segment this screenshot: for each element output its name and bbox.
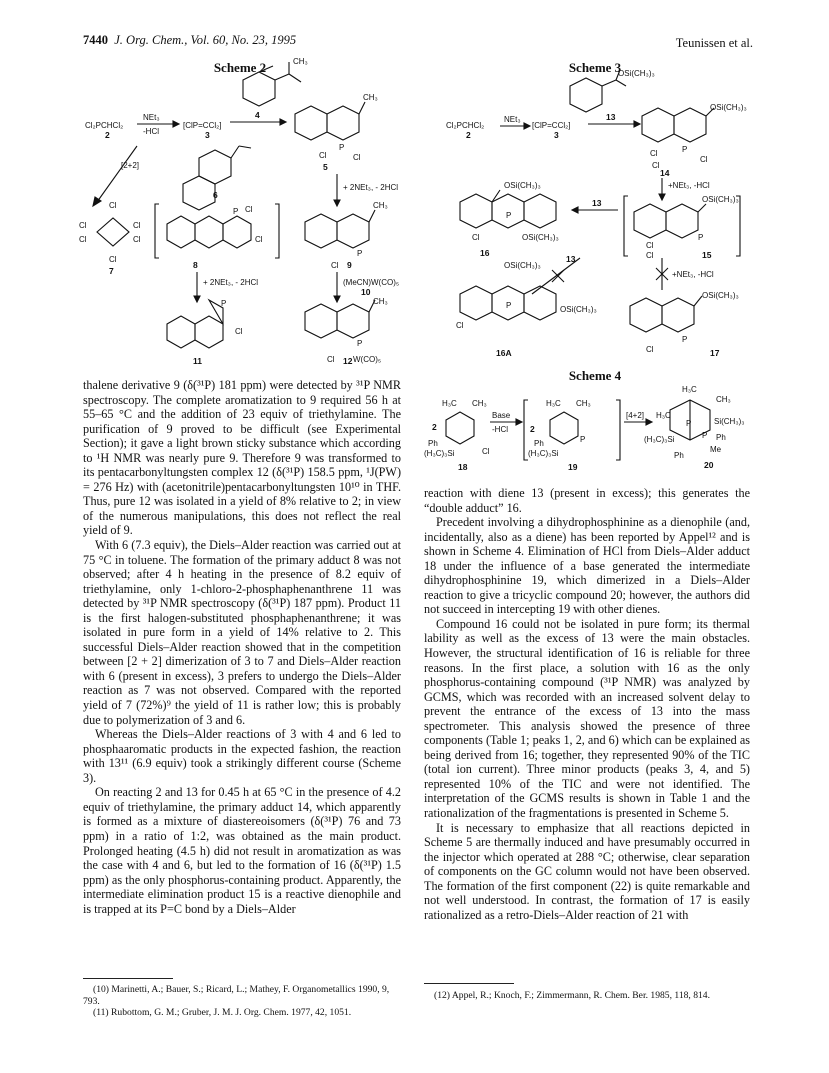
s4-n19: 19	[568, 462, 578, 472]
s3-otms-16ab: OSi(CH₃)₃	[560, 305, 597, 314]
s4-p-b: P	[580, 435, 586, 444]
s2-p-5: P	[339, 143, 345, 152]
footnotes-left	[83, 984, 401, 1019]
s4-h3c-a: H₃C	[442, 399, 457, 408]
s4-ch3-c: CH₃	[716, 395, 731, 404]
s4-n20: 20	[704, 460, 714, 470]
s4-cyclo: [4+2]	[626, 411, 645, 420]
s4-p-d: P	[702, 431, 708, 440]
s2-cl-7f: Cl	[109, 255, 117, 264]
s2-wco5: W(CO)₅	[353, 355, 382, 364]
s2-p-12: P	[357, 339, 363, 348]
left-column-text	[83, 378, 401, 916]
s3-step2: +NEt₃, -HCl	[672, 270, 714, 279]
scheme-2-title: Scheme 2	[213, 60, 267, 75]
s2-product5: 5	[323, 162, 328, 172]
s3-p-16: P	[506, 211, 512, 220]
s2-adduct-num: 8	[193, 260, 198, 270]
s2-product12: 12	[343, 356, 353, 366]
s3-p-15: P	[698, 233, 704, 242]
journal-citation: J. Org. Chem., Vol. 60, No. 23, 1995	[114, 33, 297, 47]
s2-dimer-num: 7	[109, 266, 114, 276]
s3-cl-16a: Cl	[456, 321, 464, 330]
s3-intermediate-num: 3	[554, 130, 559, 140]
s3-cl-16: Cl	[472, 233, 480, 242]
s3-reactant: Cl₂PCHCl₂	[446, 121, 485, 130]
s4-ch3-b: CH₃	[576, 399, 591, 408]
right-column-text	[424, 486, 750, 922]
s4-p-c: P	[686, 419, 692, 428]
s2-cl-5b: Cl	[353, 153, 361, 162]
s3-p-16a: P	[506, 301, 512, 310]
right-paragraph-1: reaction with diene 13 (present in excess); this generates the “double adduct” 16.	[424, 486, 750, 515]
s2-step-elim: + 2NEt₃, - 2HCl	[343, 183, 399, 192]
s4-tms-a: (H₃C)₃Si	[424, 449, 455, 458]
s2-reactant-num: 2	[105, 130, 110, 140]
s2-ch3-a: CH₃	[293, 57, 308, 66]
s2-cl-8a: Cl	[245, 205, 253, 214]
s3-reagent13: 13	[606, 112, 616, 122]
s3-cl-15b: Cl	[646, 251, 654, 260]
s4-h3c-d: H₃C	[656, 411, 671, 420]
s3-otms-16aa: OSi(CH₃)₃	[504, 261, 541, 270]
s2-reagent-bottom: -HCl	[143, 127, 159, 136]
s3-cl-17: Cl	[646, 345, 654, 354]
s2-reactant: Cl₂PCHCl₂	[85, 121, 124, 130]
page-number: 7440	[83, 33, 108, 47]
s3-otms-17: OSi(CH₃)₃	[702, 291, 739, 300]
s3-otms-13: OSi(CH₃)₃	[618, 69, 655, 78]
s3-product17: 17	[710, 348, 720, 358]
s4-hcl: -HCl	[492, 425, 508, 434]
scheme-4-title: Scheme 4	[568, 368, 622, 383]
footnote-11: (11) Rubottom, G. M.; Gruber, J. M. J. Org. Chem. 1977, 42, 1051.	[93, 1007, 352, 1018]
s2-p-11: P	[221, 299, 227, 308]
s4-num2-b: 2	[530, 424, 535, 434]
s4-tms-b: (H₃C)₃Si	[528, 449, 559, 458]
right-paragraph-4: It is necessary to emphasize that all reactions depicted in Scheme 5 are thermally induced and have presumably occurred in the injector which operated at 288 °C; otherwise, clear separation of components on the GC column would not have been observed. The formation of the first component (22) is quite remarkable and not well understood. In contrast, the formation of 17 is easily rationalized as a retro-Diels–Alder reaction of 21 with	[424, 820, 750, 922]
scheme-4-diagram	[420, 380, 750, 475]
s2-diene-num: 4	[255, 110, 260, 120]
s3-product16: 16	[480, 248, 490, 258]
s4-ph-d: Ph	[674, 451, 684, 460]
s2-cl-7a: Cl	[109, 201, 117, 210]
s4-cl-a: Cl	[482, 447, 490, 456]
s2-cl-7c: Cl	[79, 235, 87, 244]
s2-intermediate: [ClP=CCl₂]	[183, 121, 222, 130]
s2-intermediate-num: 3	[205, 130, 210, 140]
s3-cl-14a: Cl	[650, 149, 658, 158]
s3-otms-16b: OSi(CH₃)₃	[522, 233, 559, 242]
s2-cl-7e: Cl	[133, 235, 141, 244]
s3-p-17: P	[682, 335, 688, 344]
s3-product15: 15	[702, 250, 712, 260]
s2-cl-7d: Cl	[133, 221, 141, 230]
left-paragraph-1: thalene derivative 9 (δ(³¹P) 181 ppm) were detected by ³¹P NMR spectroscopy. The complete aromatization to 9 required 56 h at 55–65 °C and the addition of 23 equiv of triethylamine. The purification of 9 proved to be difficult (see Experimental Section); it gave a light brown sticky substance which according to ¹H NMR was nearly pure 9. Therefore 9 was transformed to its pentacarbonyltungsten complex 12 (δ(³¹P) 158.5 ppm, ¹J(PW) = 276 Hz) with (acetonitrile)pentacarbonyltungsten 10¹⁰ in THF. Thus, pure 12 was isolated in a yield of 8% relative to 2; in view of the numerous manipulations, this does not reflect the real yield of 9.	[83, 378, 401, 538]
s4-num2-a: 2	[432, 422, 437, 432]
s2-step-elim2: + 2NEt₃, - 2HCl	[203, 278, 259, 287]
s3-product14: 14	[660, 168, 670, 178]
s2-p-9: P	[357, 249, 363, 258]
s4-ph-a: Ph	[428, 439, 438, 448]
s2-reagent-top: NEt₃	[143, 113, 160, 122]
s2-cl-7b: Cl	[79, 221, 87, 230]
s2-p-8: P	[233, 207, 239, 216]
s2-dimer-label: [2+2]	[121, 161, 140, 170]
footnotes-right	[424, 990, 750, 1002]
left-paragraph-2: With 6 (7.3 equiv), the Diels–Alder reaction was carried out at 75 °C in toluene. The formation of the primary adduct 8 was not observed; after 4 h heating in the presence of 8.2 equiv of triethylamine, only 1-chloro-2-phosphaphenanthrene 11 was detected by ³¹P NMR spectroscopy (δ(³¹P) 187 ppm). Product 11 is the first halogen-substituted phosphaphenanthrene; it was isolated in pure form in a yield of 14% relative to 2. This successful Diels–Alder reaction showed that in the competition between [2 + 2] dimerization of 3 to 7 and Diels–Alder reaction with 6 (present in excess), 3 prefers to undergo the Diels–Alder reaction as 7 was not observed. Compared with the reported yield of 7 (72%)⁹ the yield of 11 is rather low; this is probably due to polymerization of 3 and 6.	[83, 538, 401, 727]
scheme-3-diagram	[420, 69, 750, 367]
s3-p-14: P	[682, 145, 688, 154]
s4-me: Me	[710, 445, 722, 454]
s3-otms-15: OSi(CH₃)₃	[702, 195, 739, 204]
s3-otms-16a: OSi(CH₃)₃	[504, 181, 541, 190]
s2-ch3-5: CH₃	[363, 93, 378, 102]
s3-otms-14: OSi(CH₃)₃	[710, 103, 747, 112]
s3-product16a: 16A	[496, 348, 512, 358]
s2-ch3-12: CH₃	[373, 297, 388, 306]
running-header-left	[83, 33, 296, 48]
s4-n18: 18	[458, 462, 468, 472]
right-paragraph-3: Compound 16 could not be isolated in pure form; its thermal lability as well as the excess of 13 were the main obstacles. However, the structural identification of 16 is reliable for three reasons. In the first place, a solution with 16 as the only phosphorus-containing compound (³¹P NMR) was analyzed by GCMS, which was recorded with an increased solvent delay to prevent the entrance of the excess of 13 into the mass spectrometer. This analysis showed the presence of three components (Table 1; peaks 1, 2, and 6) which can be explained as being derived from 16; together, they represented 90% of the TIC (total ion current). Three minor products (peaks 3, 4, and 5) represented 10% of the TIC and were not identified. The interpretation of the GCMS results is shown in Table 1 and the rationalization of the fragmentations is presented in Scheme 5.	[424, 616, 750, 821]
s4-ph-c: Ph	[716, 433, 726, 442]
scheme-3-title: Scheme 3	[568, 60, 622, 75]
s3-r13-b: 13	[566, 254, 576, 264]
s4-base: Base	[492, 411, 511, 420]
s3-reagent-top: NEt₃	[504, 115, 521, 124]
s3-cl-15a: Cl	[646, 241, 654, 250]
footnote-12: (12) Appel, R.; Knoch, F.; Zimmermann, R. Chem. Ber. 1985, 118, 814.	[434, 990, 711, 1001]
s4-ph-b: Ph	[534, 439, 544, 448]
s4-h3c-c: H₃C	[682, 385, 697, 394]
s2-cl-5a: Cl	[319, 151, 327, 160]
s2-cl-11: Cl	[235, 327, 243, 336]
s4-tms-c: (H₃C)₃Si	[644, 435, 675, 444]
s3-step: +NEt₃, -HCl	[668, 181, 710, 190]
s2-product11: 11	[193, 356, 202, 366]
s3-r13-a: 13	[592, 198, 602, 208]
s2-cl-8b: Cl	[255, 235, 263, 244]
left-paragraph-3: Whereas the Diels–Alder reactions of 3 with 4 and 6 led to phosphaaromatic products in the expected fashion, the reaction with 13¹¹ (6.9 equiv) took a strikingly different course (Scheme 3).	[83, 727, 401, 785]
s2-ch3-9: CH₃	[373, 201, 388, 210]
s3-cl-14b: Cl	[700, 155, 708, 164]
s3-intermediate: [ClP=CCl₂]	[532, 121, 571, 130]
running-header-author: Teunissen et al.	[675, 36, 753, 50]
s3-reactant-num: 2	[466, 130, 471, 140]
s4-si-c: Si(CH₃)₃	[714, 417, 745, 426]
footnote-10: (10) Marinetti, A.; Bauer, S.; Ricard, L.; Mathey, F. Organometallics 1990, 9, 793.	[83, 984, 390, 1007]
s4-h3c-b: H₃C	[546, 399, 561, 408]
s2-product9: 9	[347, 260, 352, 270]
s2-complex-reagent-num: 10	[361, 287, 371, 297]
footnote-rule-left	[83, 978, 173, 979]
left-paragraph-4: On reacting 2 and 13 for 0.45 h at 65 °C in the presence of 4.2 equiv of triethylamine, the primary adduct 14, which apparently is formed as a mixture of diastereoisomers (δ(³¹P) 76 and 73 ppm) in a ratio of 1:2, was obtained as the main product. Prolonged heating (4.5 h) did not result in aromatization as was the case with 4 and 6, but led to the formation of 16 (δ(³¹P) 1.5 ppm) as the only phosphorus-containing product. Apparently, the intermediate elimination product 15 is a reactive dienophile and is trapped at its P=C bond by a Diels–Alder	[83, 785, 401, 916]
right-paragraph-2: Precedent involving a dihydrophosphinine as a dienophile (and, incidentally, also as a diene) has been reported by Appel¹² and is shown in Scheme 4. Elimination of HCl from Diels–Alder adduct 18 under the influence of a base generated the intermediate dihydrophosphinine 19, which dimerized in a Diels–Alder reaction to give a tricyclic compound 20; however, the authors did not succeed in intercepting 19 with other dienes.	[424, 515, 750, 617]
s4-ch3-a: CH₃	[472, 399, 487, 408]
footnote-rule-right	[424, 983, 514, 984]
s2-complex-reagent: (MeCN)W(CO)₅	[343, 278, 400, 287]
s3-cl-14c: Cl	[652, 161, 660, 170]
s2-vinyl-num: 6	[213, 190, 218, 200]
s2-cl-9: Cl	[331, 261, 339, 270]
s2-cl-12: Cl	[327, 355, 335, 364]
